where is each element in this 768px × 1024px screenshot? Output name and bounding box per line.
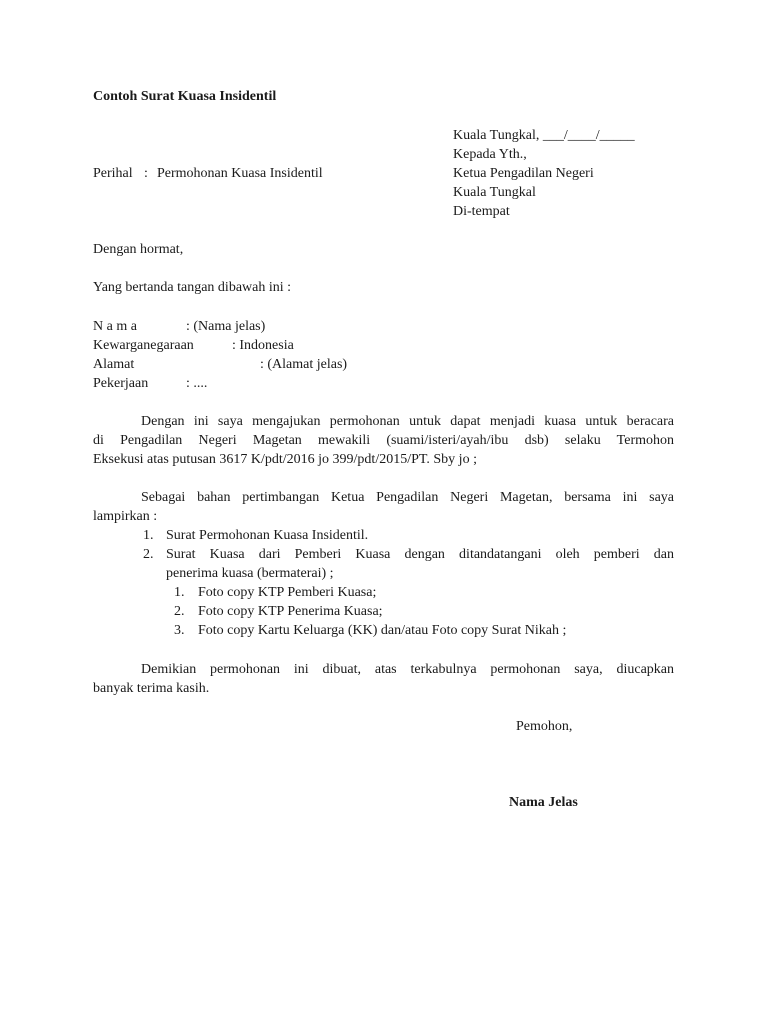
attachment-2-line1: Surat Kuasa dari Pemberi Kuasa dengan ditandatangani oleh pemberi dan xyxy=(166,547,674,562)
sub-attachment-3-number: 3. xyxy=(174,623,185,638)
identity-address-value: : (Alamat jelas) xyxy=(260,357,348,372)
addressee-city: Kuala Tungkal xyxy=(453,185,536,200)
paragraph1-line2: di Pengadilan Negeri Magetan mewakili (suami/isteri/ayah/ibu dsb) selaku Termohon xyxy=(93,433,674,448)
sub-attachment-1-number: 1. xyxy=(174,585,185,600)
subject-label: Perihal xyxy=(93,166,133,181)
identity-name-label: N a m a xyxy=(93,319,137,334)
attachment-1-number: 1. xyxy=(143,528,154,543)
identity-name-value: : (Nama jelas) xyxy=(186,319,266,334)
identity-address-label: Alamat xyxy=(93,357,135,372)
paragraph2-line2: lampirkan : xyxy=(93,509,158,524)
sub-attachment-2-number: 2. xyxy=(174,604,185,619)
signature-role: Pemohon, xyxy=(516,719,573,734)
greeting: Dengan hormat, xyxy=(93,242,184,257)
attachment-2-number: 2. xyxy=(143,547,154,562)
addressee-recipient: Ketua Pengadilan Negeri xyxy=(453,166,594,181)
subject-separator: : xyxy=(144,166,148,181)
closing-line2: banyak terima kasih. xyxy=(93,681,210,696)
identity-occupation-label: Pekerjaan xyxy=(93,376,149,391)
identity-occupation-value: : .... xyxy=(186,376,208,391)
paragraph1-line3: Eksekusi atas putusan 3617 K/pdt/2016 jo 399/pdt/2015/PT. Sby jo ; xyxy=(93,452,477,467)
paragraph2-line1: Sebagai bahan pertimbangan Ketua Pengadilan Negeri Magetan, bersama ini saya xyxy=(141,490,674,505)
closing-line1: Demikian permohonan ini dibuat, atas terkabulnya permohonan saya, diucapkan xyxy=(141,662,674,677)
attachment-1-text: Surat Permohonan Kuasa Insidentil. xyxy=(166,528,369,543)
addressee-location: Di-tempat xyxy=(453,204,510,219)
subject-value: Permohonan Kuasa Insidentil xyxy=(157,166,323,181)
sub-attachment-3-text: Foto copy Kartu Keluarga (KK) dan/atau Foto copy Surat Nikah ; xyxy=(198,623,567,638)
attachment-2-line2: penerima kuasa (bermaterai) ; xyxy=(166,566,334,581)
identity-citizenship-value: : Indonesia xyxy=(232,338,294,353)
identity-citizenship-label: Kewarganegaraan xyxy=(93,338,194,353)
sub-attachment-2-text: Foto copy KTP Penerima Kuasa; xyxy=(198,604,383,619)
place-date: Kuala Tungkal, ___/____/_____ xyxy=(453,128,635,143)
addressee-salutation: Kepada Yth., xyxy=(453,147,527,162)
signature-name: Nama Jelas xyxy=(509,795,578,810)
paragraph1-line1: Dengan ini saya mengajukan permohonan untuk dapat menjadi kuasa untuk beracara xyxy=(141,414,674,429)
sub-attachment-1-text: Foto copy KTP Pemberi Kuasa; xyxy=(198,585,377,600)
document-title: Contoh Surat Kuasa Insidentil xyxy=(93,89,277,104)
intro-text: Yang bertanda tangan dibawah ini : xyxy=(93,280,292,295)
